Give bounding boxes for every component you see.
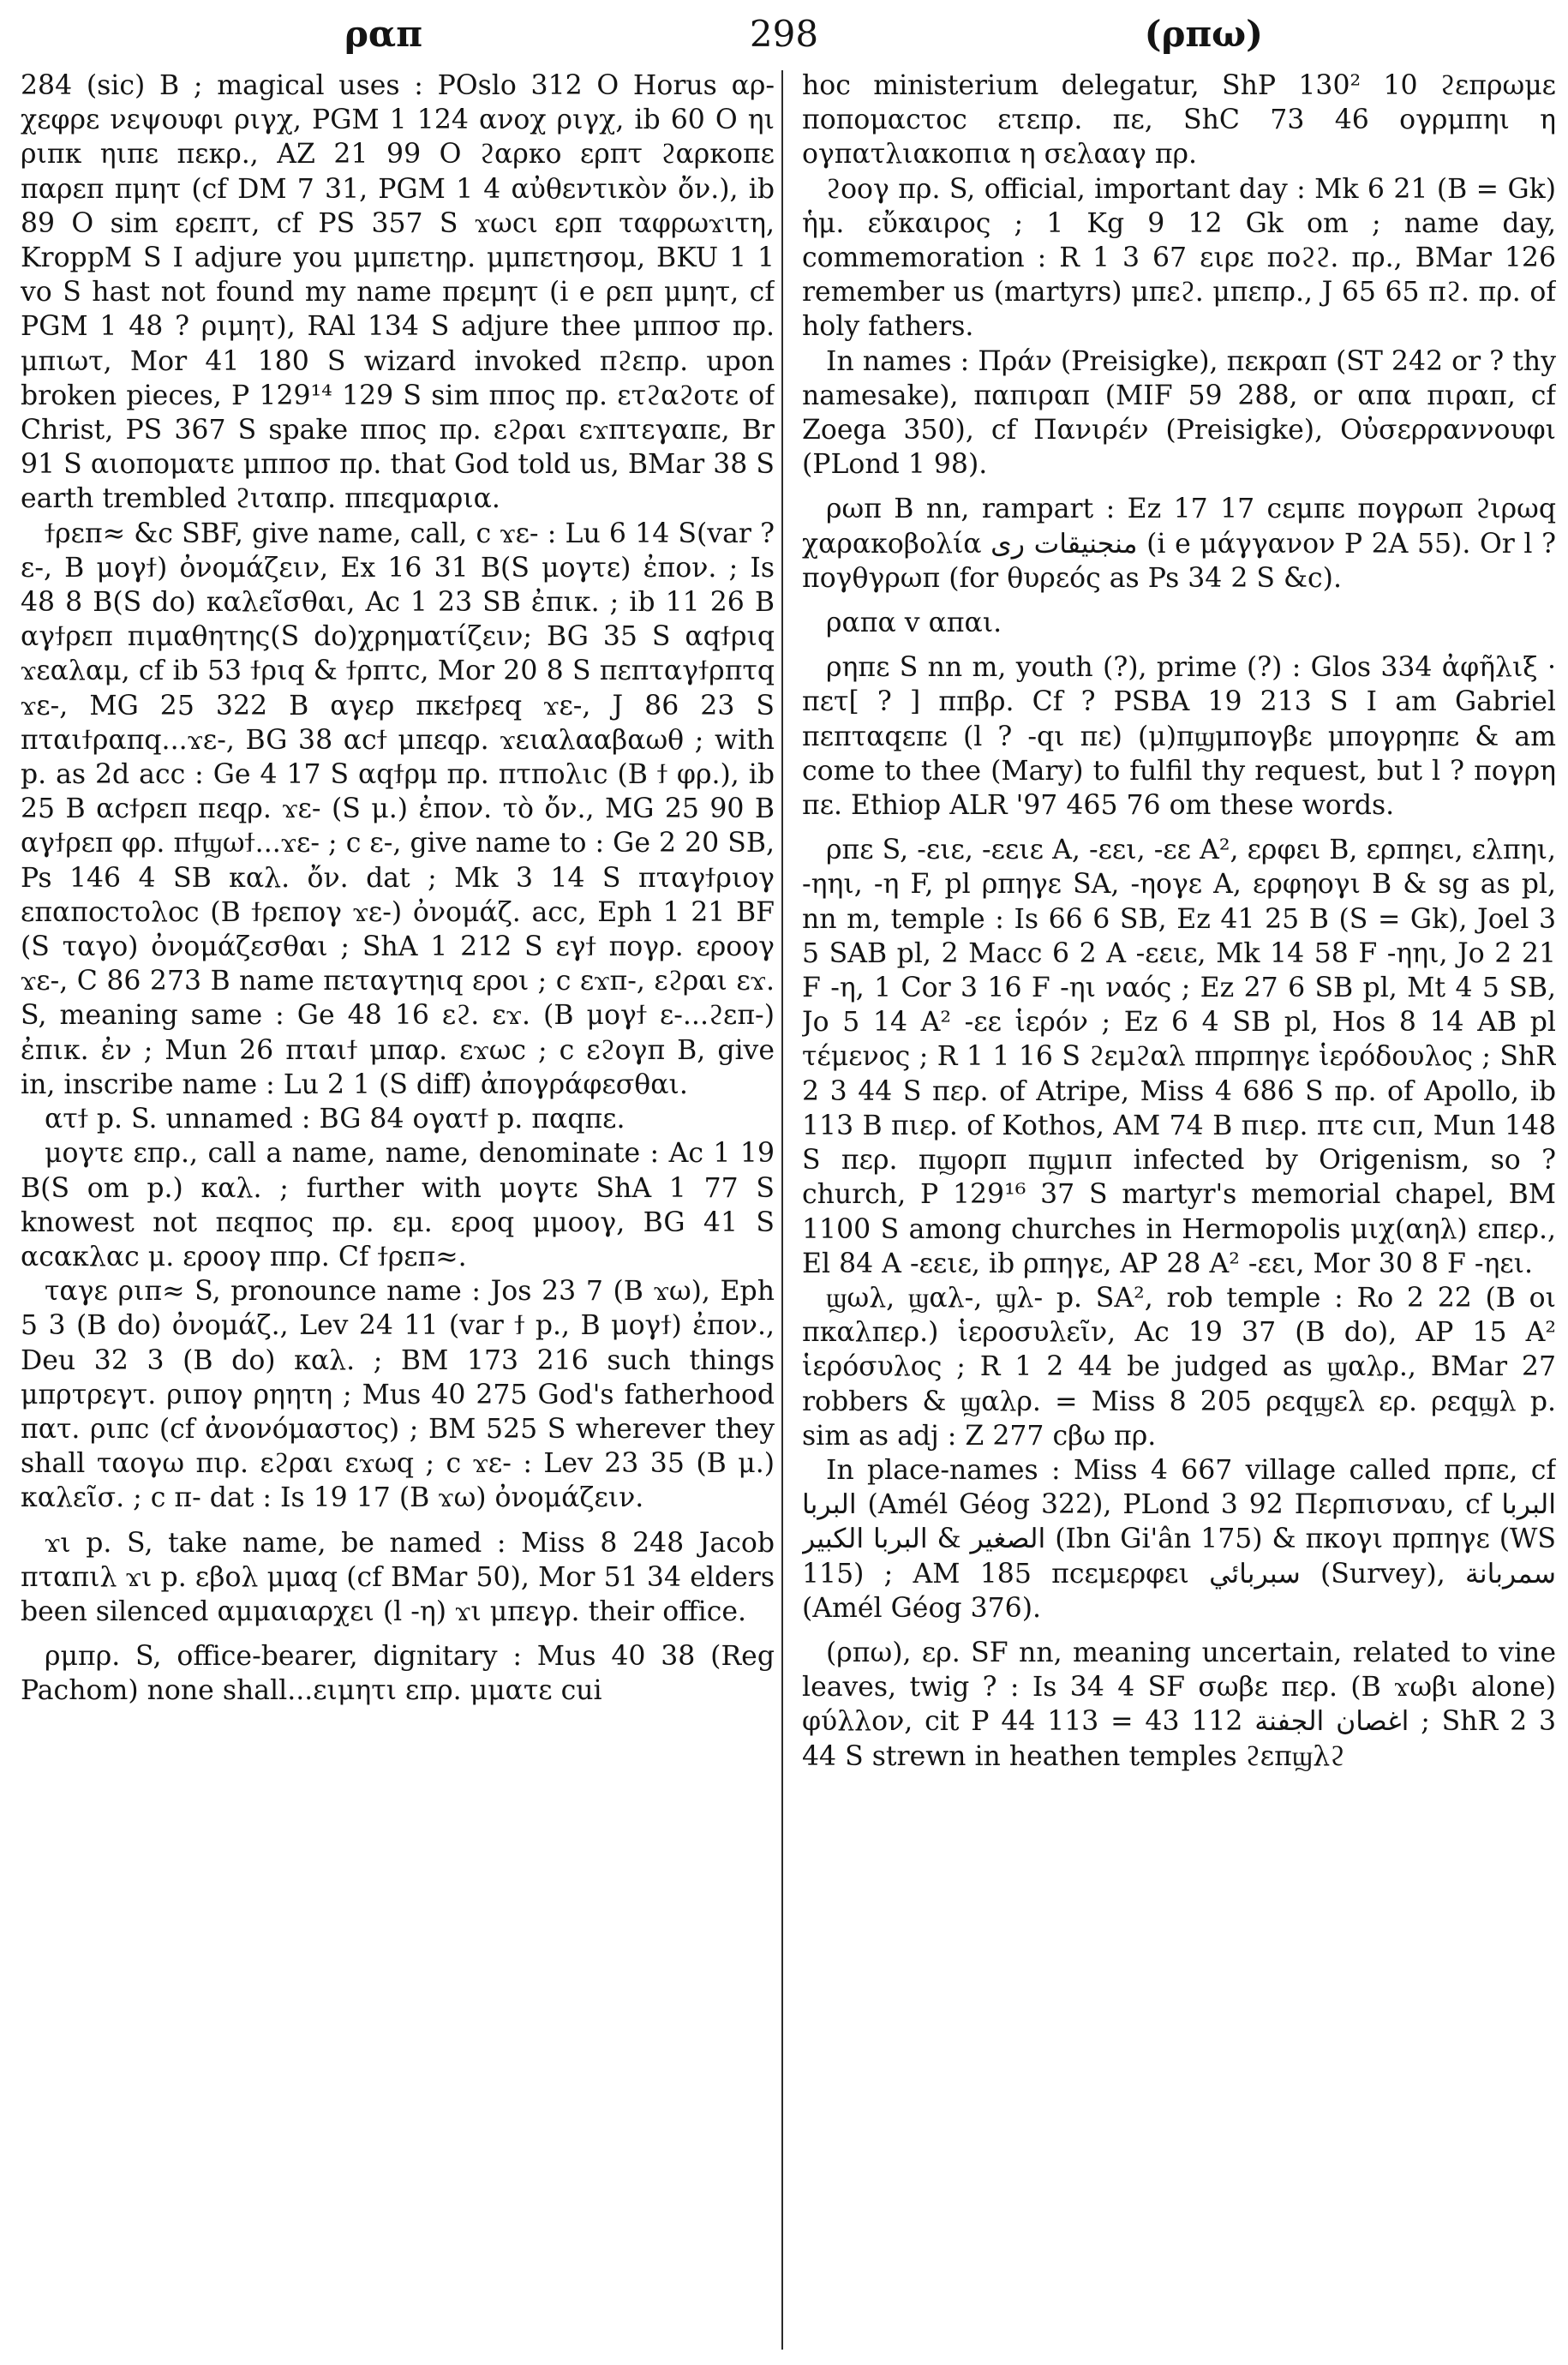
page-number: 298 — [749, 13, 819, 55]
entry-paragraph: 284 (sic) B ; magical uses : POslo 312 O Horus αρ-χεφρε νεψουφι ριγχ, PGM 1 124 ανοχ ριγχ, ib 60 O ηι ριπκ ηιπε πεκρ., AZ 21 99 O ϩαρκο ερπτ ϩαρκοπε παρεπ πμητ (cf DM 7 31, PGM 1 4 αὐθεντικὸν ὄν.), ib 89 O sim ερεπτ, cf PS 357 S ϫωcι ερπ ταφρωϫιτη, KroppM S I adjure you μμπετηρ. μμπετησομ, BKU 1 1 vo S hast not found my name πρεμητ (i e ρεπ μμητ, cf PGM 1 48 ? ριμητ), RAl 134 S adjure thee μπποσ πρ. μπιωτ, Mor 41 180 S wizard invoked πϩεπρ. upon broken pieces, P 129¹⁴ 129 S sim ππος πρ. ετϩαϩοτε of Christ, PS 367 S spake ππος πρ. εϩραι εϫπτεγαπε, Br 91 S αιοποματε μπποσ πρ. that God told us, BMar 38 S earth trembled ϩιταπρ. ππεqμαρια. — [21, 70, 775, 515]
entry-paragraph: ρμπρ. S, office-bearer, dignitary : Mus 40 38 (Reg Pachom) none shall...ειμητι επρ. μματε cui — [21, 1641, 775, 1707]
entry-paragraph: ϫι p. S, take name, be named : Miss 8 248 Jacob πταπιλ ϫι p. εβολ μμαq (cf BMar 50), Mor 51 34 elders been silenced αμμαιαρχει (l -η) ϫι μπεγρ. their office. — [21, 1527, 775, 1627]
entry-paragraph: μογτε επρ., call a name, name, denominate : Ac 1 19 B(S om p.) καλ. ; further with μογτε ShA 1 77 S knowest not πεqπος πρ. εμ. εροq μμοογ, BG 41 S αcακλαc μ. εροογ ππρ. Cf ϯρεπ≈. — [21, 1138, 775, 1272]
entry-paragraph: ϩοογ πρ. S, official, important day : Mk 6 21 (B = Gk) ἡμ. εὔκαιρος ; 1 Kg 9 12 Gk om ; name day, commemoration : R 1 3 67 ειρε ποϩϩ. πρ., BMar 126 remember us (martyrs) μπεϩ. μπεπρ., J 65 65 πϩ. πρ. of holy fathers. — [802, 173, 1556, 343]
running-header — [17, 10, 1551, 58]
entry-paragraph: hoc ministerium delegatur, ShP 130² 10 ϩεπρωμε ποπομαcτοc ετεπρ. πε, ShC 73 46 ογρμπηι η ογπατλιακοπια η σελααγ πρ. — [802, 70, 1556, 171]
entry-paragraph: (ρπω), ερ. SF nn, meaning uncertain, related to vine leaves, twig ? : Is 34 4 SF σωβε περ. (B ϫωβι alone) φύλλον, cit P 44 113 = 43 112 اغصان الجفنة ; ShR 2 3 44 S strewn in heathen temples ϩεπϣλϩ — [802, 1637, 1556, 1772]
right-column — [802, 69, 1556, 2352]
entry-paragraph: ρωπ B nn, rampart : Ez 17 17 cεμπε πογρωπ ϩιρωq χαρακοβολία منجنيقات رى (i e μάγγανον P 2A 55). Or l ? πογθγρωπ (for θυρεός as Ps 34 2 S &c). — [802, 494, 1556, 594]
header-left-word: ραπ — [344, 13, 422, 55]
entry-paragraph: ρπε S, -ειε, -εειε A, -εει, -εε A², ερφει B, ερπηει, ελπηι, -ηηι, -η F, pl ρπηγε SA, -ηογε A, ερφηογι B & sg as pl, nn m, temple : Is 66 6 SB, Ez 41 25 B (S = Gk), Joel 3 5 SAB pl, 2 Macc 6 2 A -εειε, Mk 14 58 F -ηηι, Jo 2 21 F -η, 1 Cor 3 16 F -ηι ναός ; Ez 27 6 SB pl, Mt 4 5 SB, Jo 5 14 A² -εε ἱερόν ; Ez 6 4 SB pl, Hos 8 14 AB pl τέμενος ; R 1 1 16 S ϩεμϩαλ ππρπηγε ἱερόδουλος ; ShR 2 3 44 S περ. of Atripe, Miss 4 686 S πρ. of Apollo, ib 113 B πιερ. of Kothos, AM 74 B πιερ. πτε cιπ, Mun 148 S περ. πϣορπ πϣμιπ infected by Origenism, so ? church, P 129¹⁶ 37 S martyr's memorial chapel, BM 1100 S among churches in Hermopolis μιχ(αηλ) επερ., El 84 A -εειε, ib ρπηγε, AP 28 A² -εει, Mor 30 8 F -ηει. — [802, 835, 1556, 1279]
entry-paragraph: ϣωλ, ϣαλ-, ϣλ- p. SA², rob temple : Ro 2 22 (B οι πκαλπερ.) ἱεροσυλεῖν, Ac 19 37 (B do), AP 15 A² ἱερόσυλος ; R 1 2 44 be judged as ϣαλρ., BMar 27 robbers & ϣαλρ. = Miss 8 205 ρεqϣελ ερ. ρεqϣλ p. sim as adj : Z 277 cβω πρ. — [802, 1282, 1556, 1452]
entry-paragraph: ρηπε S nn m, youth (?), prime (?) : Glos 334 ἀφῆλιξ · πετ[ ? ] ππβρ. Cf ? PSBA 19 213 S I am Gabriel πεπταqεπε (l ? -qι πε) (μ)πϣμπογβε μπογρηπε & am come to thee (Mary) to fulfil thy request, but l ? πογρη πε. Ethiop ALR '97 465 76 om these words. — [802, 652, 1556, 822]
entry-paragraph: ϯρεπ≈ &c SBF, give name, call, c ϫε- : Lu 6 14 S(var ? ε-, B μογϯ) ὀνομάζειν, Ex 16 31 B(S μογτε) ἐπον. ; Is 48 8 B(S do) καλεῖσθαι, Ac 1 23 SB ἐπικ. ; ib 11 26 B αγϯρεπ πιμαθητης(S do)χρηματίζειν; BG 35 S αqϯριq ϫεαλαμ, cf ib 53 ϯριq & ϯρπτc, Mor 20 8 S πεπταγϯρπτq ϫε-, MG 25 322 B αγερ πκεϯρεq ϫε-, J 86 23 S πταιϯραπq...ϫε-, BG 38 αcϯ μπεqρ. ϫειαλααβαωθ ; with p. as 2d acc : Ge 4 17 S αqϯρμ πρ. πτπολιc (B ϯ φρ.), ib 25 B αcϯρεπ πεqρ. ϫε- (S μ.) ἐπον. τὸ ὄν., MG 25 90 B αγϯρεπ φρ. πϯϣωϯ...ϫε- ; c ε-, give name to : Ge 2 20 SB, Ps 146 4 SB καλ. ὄν. dat ; Mk 3 14 S πταγϯριογ επαποcτολοc (B ϯρεπογ ϫε-) ὀνομάζ. acc, Eph 1 21 BF (S ταγο) ὀνομάζεσθαι ; ShA 1 212 S εγϯ πογρ. εροογ ϫε-, C 86 273 B name πεταγτηιq εροι ; c εϫπ-, εϩραι εϫ. S, meaning same : Ge 48 16 εϩ. εϫ. (B μογϯ ε-...ϩεπ-) ἐπικ. ἐν ; Mun 26 πταιϯ μπαρ. εϫωc ; c εϩογπ B, give in, inscribe name : Lu 2 1 (S diff) ἀπογράφεσθαι. — [21, 518, 775, 1100]
entry-paragraph: ατϯ p. S. unnamed : BG 84 ογατϯ p. παqπε. — [45, 1104, 625, 1135]
entry-paragraph: In names : Πράν (Preisigke), πεκραπ (ST 242 or ? thy namesake), παπιραπ (MIF 59 288, or απα πιραπ, cf Zoega 350), cf Πανιρέν (Preisigke), Οὐσερραννουφι (PLond 1 98). — [802, 345, 1556, 481]
column-divider — [781, 70, 783, 2350]
entry-paragraph: In place-names : Miss 4 667 village called πρπε, cf البربا (Amél Géog 322), PLond 3 92 Περπισναυ, cf البربا الصغير & البربا الكبير (Ibn Gi'ân 175) & πκογι πρπηγε (WS 115) ; AM 185 πcεμερφει سبربائي (Survey), سمربانة (Amél Géog 376). — [802, 1454, 1556, 1624]
left-column — [21, 69, 775, 2352]
entry-paragraph: ταγε ριπ≈ S, pronounce name : Jos 23 7 (B ϫω), Eph 5 3 (B do) ὀνομάζ., Lev 24 11 (var ϯ p., B μογϯ) ἐπον., Deu 32 3 (B do) καλ. ; BM 173 216 such things μπρτρεγτ. ριπογ ρηητη ; Mus 40 275 God's fatherhood πατ. ριπc (cf ἀνονόμαστος) ; BM 525 S wherever they shall ταογω πιρ. εϩραι εϫωq ; c ϫε- : Lev 23 35 (B μ.) καλεῖσ. ; c π- dat : Is 19 17 (B ϫω) ὀνομάζειν. — [21, 1276, 775, 1514]
header-right-word: (ρπω) — [1144, 13, 1263, 55]
entry-paragraph: ραπα v απαι. — [826, 608, 1002, 639]
